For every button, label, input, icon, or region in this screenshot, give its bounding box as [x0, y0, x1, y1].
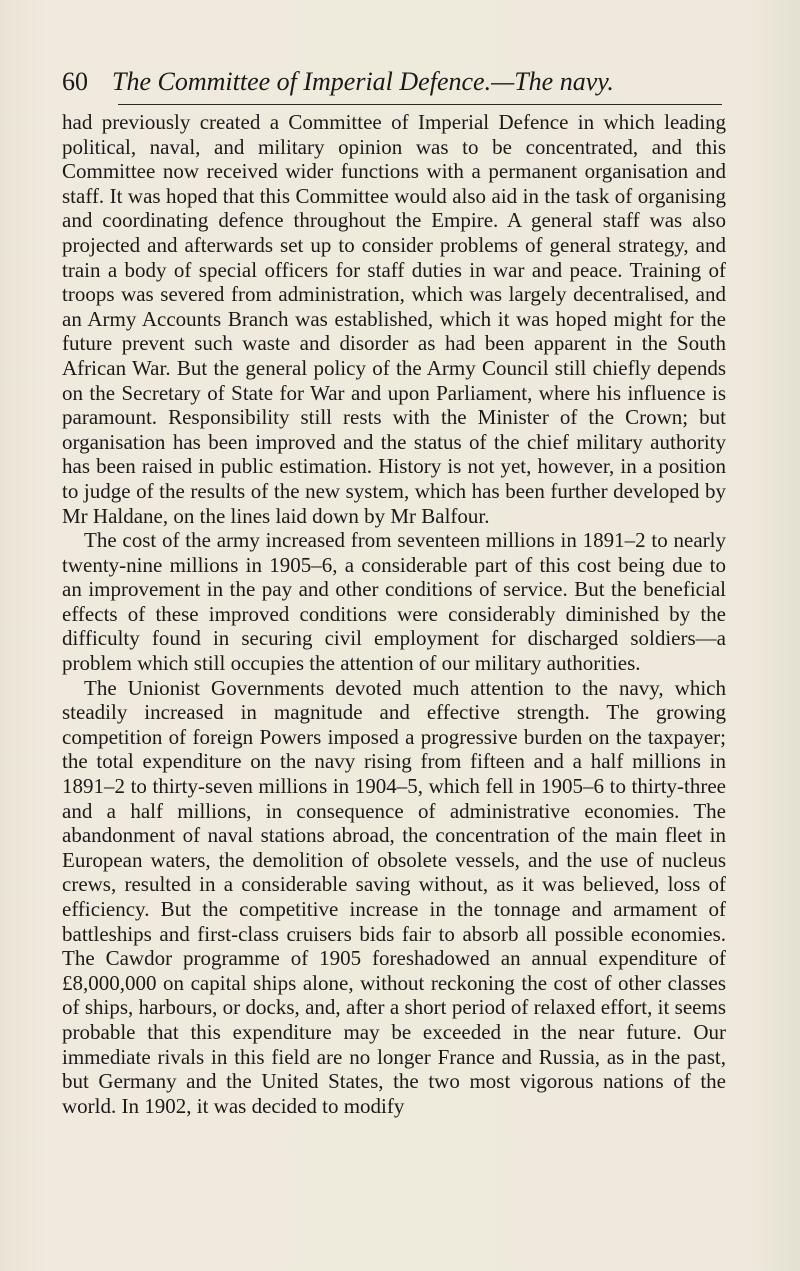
body-text: [62, 110, 726, 1118]
paragraph-continued: had previously created a Committee of Imperial Defence in which leading political, naval, and military opinion was to be concentrated, and this Committee now received wider functions with a permanent organisation and staff. It was hoped that this Committee would also aid in the task of organising and coordinating defence throughout the Empire. A general staff was also projected and afterwards set up to consider problems of general strategy, and train a body of special officers for staff duties in war and peace. Training of troops was severed from administration, which was largely decentralised, and an Army Accounts Branch was established, which it was hoped might for the future prevent such waste and disorder as had been apparent in the South African War. But the general policy of the Army Council still chiefly depends on the Secretary of State for War and upon Parliament, where his influence is paramount. Responsibility still rests with the Minister of the Crown; but organisation has been improved and the status of the chief military authority has been raised in public estimation. History is not yet, however, in a position to judge of the results of the new system, which has been further developed by Mr Haldane, on the lines laid down by Mr Balfour.: [62, 110, 726, 528]
running-title: The Committee of Imperial Defence.—The navy.: [112, 67, 614, 96]
page-number: 60: [62, 67, 88, 96]
running-head: [62, 62, 722, 102]
header-rule: [118, 104, 722, 105]
paragraph-navy: The Unionist Governments devoted much attention to the navy, which steadily increased in magnitude and effective strength. The growing competition of foreign Powers imposed a progressive burden on the taxpayer; the total expenditure on the navy rising from fifteen and a half millions in 1891–2 to thirty-seven millions in 1904–5, which fell in 1905–6 to thirty-three and a half millions, in consequence of administrative economies. The abandonment of naval stations abroad, the concentration of the main fleet in European waters, the demolition of obsolete vessels, and the use of nucleus crews, resulted in a considerable saving without, as it was believed, loss of efficiency. But the competitive increase in the tonnage and armament of battleships and first-class cruisers bids fair to absorb all possible economies. The Cawdor programme of 1905 foreshadowed an annual expenditure of £8,000,000 on capital ships alone, without reckoning the cost of other classes of ships, harbours, or docks, and, after a short period of relaxed effort, it seems probable that this expenditure may be exceeded in the near future. Our immediate rivals in this field are no longer France and Russia, as in the past, but Germany and the United States, the two most vigorous nations of the world. In 1902, it was decided to modify: [62, 675, 726, 1118]
paragraph-army-cost: The cost of the army increased from seventeen millions in 1891–2 to nearly twenty-nine millions in 1905–6, a considerable part of this cost being due to an improvement in the pay and other conditions of service. But the beneficial effects of these improved conditions were considerably diminished by the difficulty found in securing civil employment for discharged soldiers—a problem which still occupies the attention of our military authorities.: [62, 528, 726, 676]
